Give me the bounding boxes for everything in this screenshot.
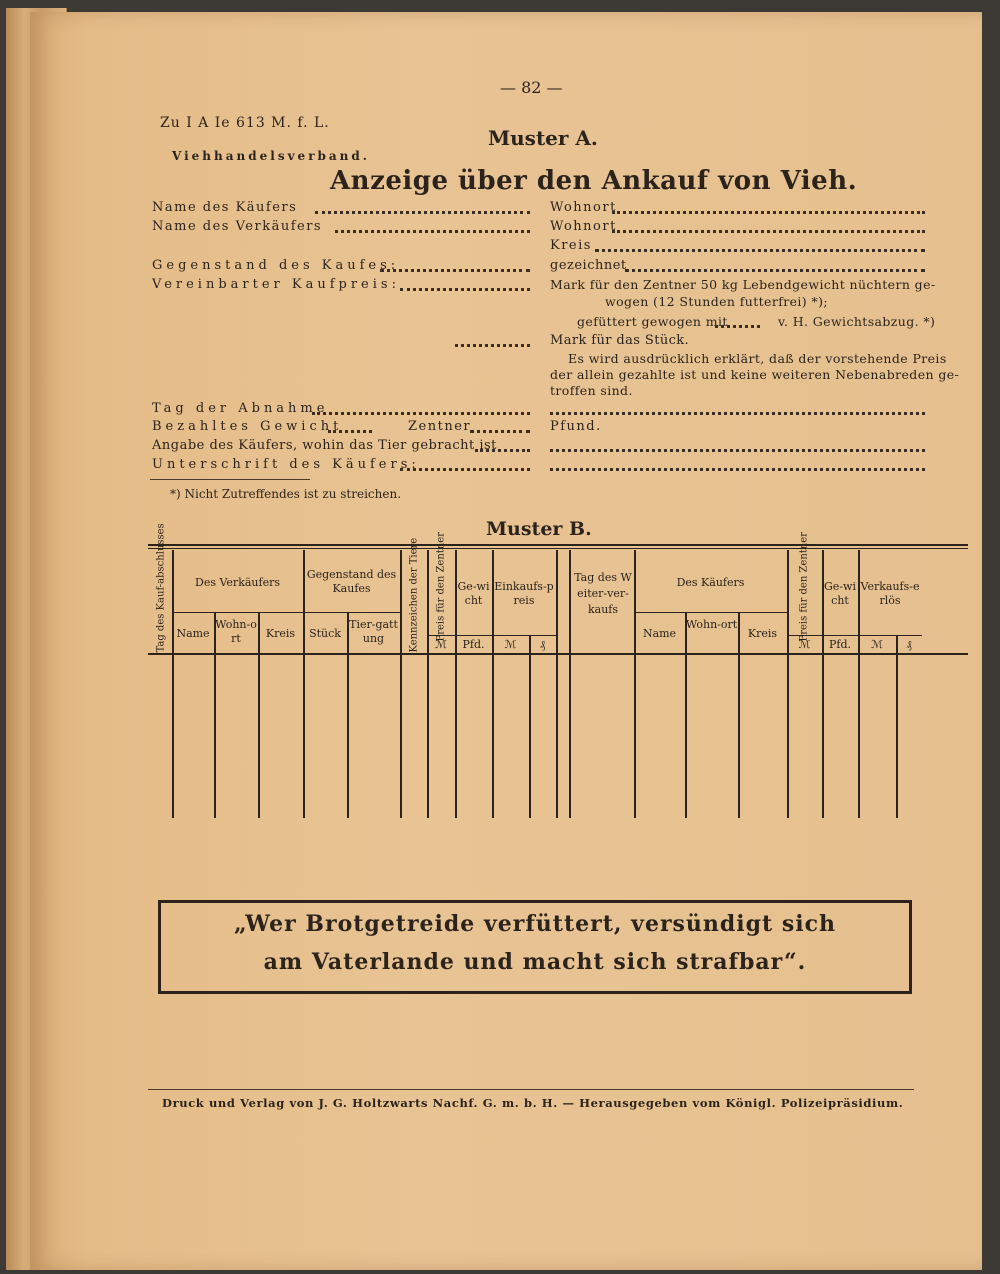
col-seller-name: Name bbox=[176, 627, 210, 640]
field-paid-weight: Bezahltes Gewicht bbox=[152, 419, 343, 434]
col-animal-species: Tier-gattung bbox=[349, 618, 398, 645]
pound-label: Pfund. bbox=[550, 419, 602, 434]
muster-a-heading: Muster A. bbox=[488, 126, 598, 150]
fill-line bbox=[315, 211, 530, 214]
declaration-line3: troffen sind. bbox=[550, 383, 633, 398]
organization-name: Viehhandelsverband. bbox=[172, 149, 370, 163]
fill-line bbox=[715, 325, 760, 328]
table-header-rule bbox=[148, 653, 968, 655]
fill-line bbox=[612, 230, 925, 233]
zentner-label: Zentner bbox=[408, 419, 472, 434]
fill-line bbox=[380, 269, 530, 272]
price-per-piece: Mark für das Stück. bbox=[550, 333, 690, 348]
imprint-rule bbox=[148, 1089, 914, 1090]
footnote: *) Nicht Zutreffendes ist zu streichen. bbox=[170, 487, 402, 501]
fed-weight-label: gefüttert gewogen mit bbox=[577, 314, 728, 329]
col-purchase-object: Gegenstand des Kaufes bbox=[306, 568, 397, 595]
field-buyer-name: Name des Käufers bbox=[152, 200, 298, 215]
col-buyer: Des Käufers bbox=[676, 576, 745, 589]
form-title: Anzeige über den Ankauf von Vieh. bbox=[330, 166, 858, 196]
field-destination: Angabe des Käufers, wohin das Tier gebracht ist bbox=[152, 438, 497, 453]
col-seller: Des Verkäufers bbox=[195, 576, 280, 589]
fill-line bbox=[455, 344, 530, 347]
footnote-rule bbox=[150, 479, 310, 480]
declaration-line1: Es wird ausdrücklich erklärt, daß der vorstehende Preis bbox=[568, 351, 947, 366]
col-resale-price-per-zentner: Preis für den Zentner bbox=[798, 532, 810, 642]
col-pieces: Stück bbox=[309, 627, 341, 640]
fill-line bbox=[625, 269, 925, 272]
fill-line bbox=[400, 288, 530, 291]
col-weight-unit: Pfd. bbox=[462, 638, 485, 651]
weight-deduction-label: v. H. Gewichtsabzug. *) bbox=[778, 314, 936, 329]
field-district: Kreis bbox=[550, 238, 592, 253]
col-animal-marks: Kennzeichen der Tiere bbox=[408, 537, 420, 653]
table-top-rule bbox=[148, 544, 968, 546]
col-price-per-zentner: Preis für den Zentner bbox=[435, 532, 447, 642]
col-buyer-district: Kreis bbox=[747, 627, 778, 640]
col-buyer-residence: Wohn-ort bbox=[685, 618, 738, 631]
fill-line bbox=[550, 449, 925, 452]
slogan-box bbox=[158, 900, 912, 994]
field-buyer-signature: Unterschrift des Käufers: bbox=[152, 457, 420, 472]
col-proceeds-mark: ℳ bbox=[871, 638, 883, 651]
field-acceptance-date: Tag der Abnahme bbox=[152, 401, 329, 416]
slogan-line2: am Vaterlande und macht sich strafbar“. bbox=[263, 949, 807, 975]
col-purchase-price: Einkaufs-preis bbox=[494, 580, 554, 607]
col-sale-proceeds: Verkaufs-erlös bbox=[860, 580, 920, 607]
col-resale-weight-unit: Pfd. bbox=[828, 638, 851, 651]
col-resale-mark-unit: ℳ bbox=[798, 638, 811, 651]
field-purchase-object: Gegenstand des Kaufes: bbox=[152, 258, 400, 273]
col-buyer-name: Name bbox=[642, 627, 677, 640]
fill-line bbox=[550, 468, 925, 471]
field-buyer-residence: Wohnort bbox=[550, 200, 617, 215]
fill-line bbox=[612, 211, 925, 214]
col-resale-date: Tag des Weiter-ver-kaufs bbox=[574, 571, 632, 616]
field-seller-name: Name des Verkäufers bbox=[152, 219, 323, 234]
fill-line bbox=[312, 412, 530, 415]
price-per-zentner-line1: Mark für den Zentner 50 kg Lebendgewicht nüchtern ge- bbox=[550, 277, 936, 292]
reference-code: Zu I A Ie 613 M. f. L. bbox=[160, 115, 330, 131]
col-seller-district: Kreis bbox=[265, 627, 296, 640]
fill-line bbox=[475, 449, 530, 452]
col-purchase-pfennig: ₰ bbox=[539, 638, 546, 651]
col-purchase-date: Tag des Kauf-abschlusses bbox=[155, 523, 167, 653]
fill-line bbox=[595, 249, 925, 252]
imprint: Druck und Verlag von J. G. Holtzwarts Nachf. G. m. b. H. — Herausgegeben vom Königl. Polizeipräsidium. bbox=[162, 1096, 904, 1110]
col-resale-weight: Ge-wicht bbox=[824, 580, 856, 607]
field-agreed-price: Vereinbarter Kaufpreis: bbox=[152, 277, 400, 292]
fill-line bbox=[400, 468, 530, 471]
fill-line bbox=[550, 412, 925, 415]
col-purchase-mark: ℳ bbox=[504, 638, 517, 651]
fill-line bbox=[335, 230, 530, 233]
declaration-line2: der allein gezahlte ist und keine weiteren Nebenabreden ge- bbox=[550, 367, 960, 382]
price-per-zentner-line2: wogen (12 Stunden futterfrei) *); bbox=[605, 294, 828, 309]
table-top-rule bbox=[148, 548, 968, 549]
col-mark-unit: ℳ bbox=[435, 638, 447, 651]
col-proceeds-pfennig: ₰ bbox=[906, 638, 912, 651]
muster-b-heading: Muster B. bbox=[486, 518, 592, 540]
fill-line bbox=[470, 430, 530, 433]
col-seller-residence: Wohn-ort bbox=[215, 618, 257, 645]
field-signed: gezeichnet bbox=[550, 258, 627, 273]
col-weight: Ge-wicht bbox=[457, 580, 490, 607]
fill-line bbox=[328, 430, 372, 433]
slogan-line1: „Wer Brotgetreide verfüttert, versündigt sich bbox=[234, 911, 836, 937]
page-number: — 82 — bbox=[500, 78, 563, 97]
field-seller-residence: Wohnort bbox=[550, 219, 617, 234]
